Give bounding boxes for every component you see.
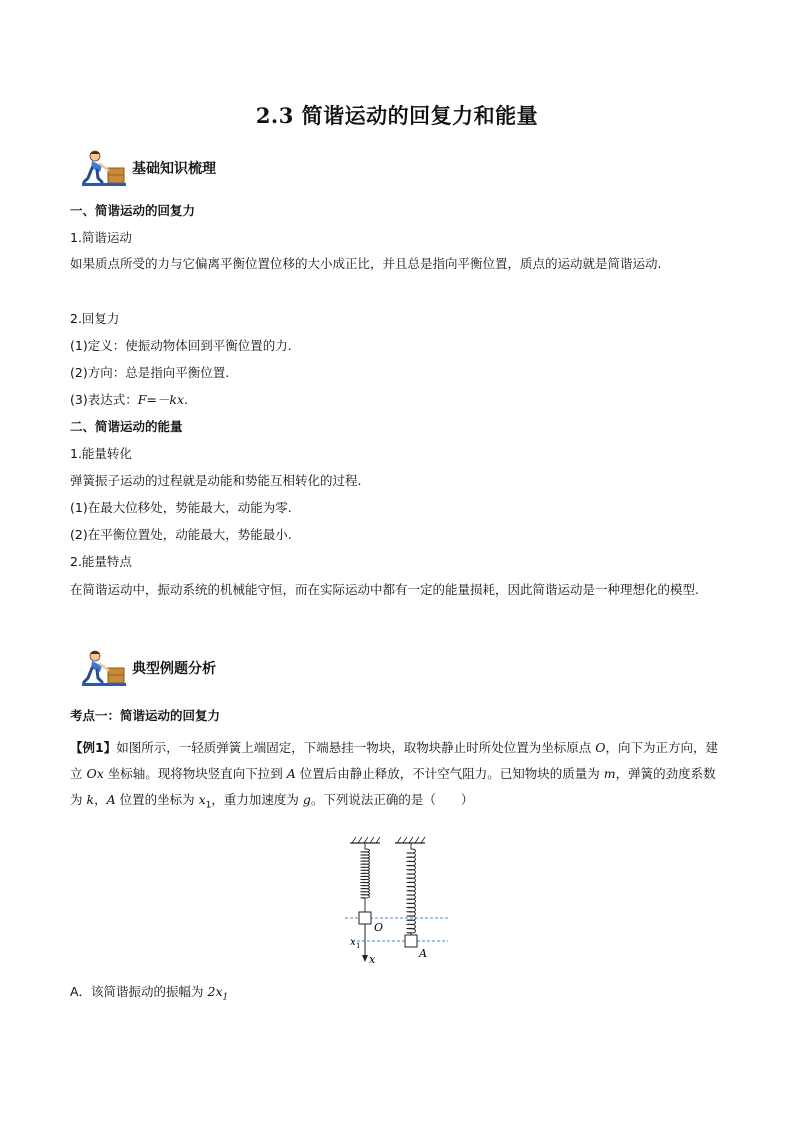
section-banner-basics [80,148,280,188]
var: A [106,792,116,807]
option-label: A．该简谐振动的振幅为 [70,984,208,999]
text: 坐标轴。现将物块竖直向下拉到 [103,766,287,781]
subheading: 1.能量转化 [70,446,132,461]
page-title: 2.3 简谐运动的回复力和能量 [255,103,539,128]
block-at-A [405,935,417,947]
list-item [70,391,188,409]
subheading: 2.回复力 [70,311,120,326]
text: 。下列说法正确的是（ ） [310,792,474,807]
label-O: O [374,921,384,934]
option-value: 2x [207,984,223,999]
label-x1: x [350,937,356,948]
list-item: (2)在平衡位置处，动能最大，势能最小. [70,527,292,542]
paragraph: 如果质点所受的力与它偏离平衡位置位移的大小成正比，并且总是指向平衡位置，质点的运动就是简谐运动. [70,256,662,271]
list-item: (2)方向：总是指向平衡位置. [70,365,230,380]
punct: . [184,392,188,407]
text: ，重力加速度为 [211,792,303,807]
label-A: A [419,947,427,960]
var: x [198,792,206,807]
formula: F=－kx [137,392,184,407]
topic-heading: 考点一：简谐运动的回复力 [70,708,221,723]
subheading: 2.能量特点 [70,554,132,569]
example-tag: 【例1】 [70,740,117,755]
var: O [595,740,606,755]
block-at-O [359,912,371,924]
section-banner-label: 典型例题分析 [132,661,216,677]
subscript: 1 [222,992,229,1003]
subheading: 1.简谐运动 [70,230,132,245]
right-spring [407,843,416,935]
var: k [86,792,95,807]
text: ， [94,792,107,807]
list-item: (1)定义：使振动物体回到平衡位置的力. [70,338,292,353]
list-item: (1)在最大位移处，势能最大，动能为零. [70,500,292,515]
section-heading: 二、简谐运动的能量 [70,419,183,434]
var: m [603,766,616,781]
text: 如图所示，一轻质弹簧上端固定，下端悬挂一物块，取物块静止时所处位置为坐标原点 [116,740,596,755]
boy-pushing-box-icon [80,148,128,188]
var: Ox [86,766,104,781]
boy-pushing-box-icon [80,648,128,688]
option-a [70,983,228,1007]
var: A [286,766,296,781]
text: 位置后由静止释放，不计空气阻力。已知物块的质量为 [295,766,604,781]
paragraph: 在简谐运动中，振动系统的机械能守恒，而在实际运动中都有一定的能量损耗，因此简谐运动是一种理想化的模型. [70,582,699,597]
text: ，向下为正方向，建立 [70,740,718,781]
paragraph: 弹簧振子运动的过程就是动能和势能互相转化的过程. [70,473,362,488]
subscript: 1 [205,800,212,811]
label-x1-sub: 1 [356,942,361,950]
section-banner-examples [80,648,280,688]
label: (3)表达式： [70,392,138,407]
var: g [302,792,311,807]
spring-diagram [340,833,455,968]
example-question [70,735,722,819]
section-heading: 一、简谐运动的回复力 [70,203,196,218]
text: 位置的坐标为 [115,792,199,807]
label-x-axis: x [369,953,376,966]
left-spring [361,843,370,898]
text: ，弹簧的劲度系数为 [70,766,716,807]
section-banner-label: 基础知识梳理 [132,161,216,177]
